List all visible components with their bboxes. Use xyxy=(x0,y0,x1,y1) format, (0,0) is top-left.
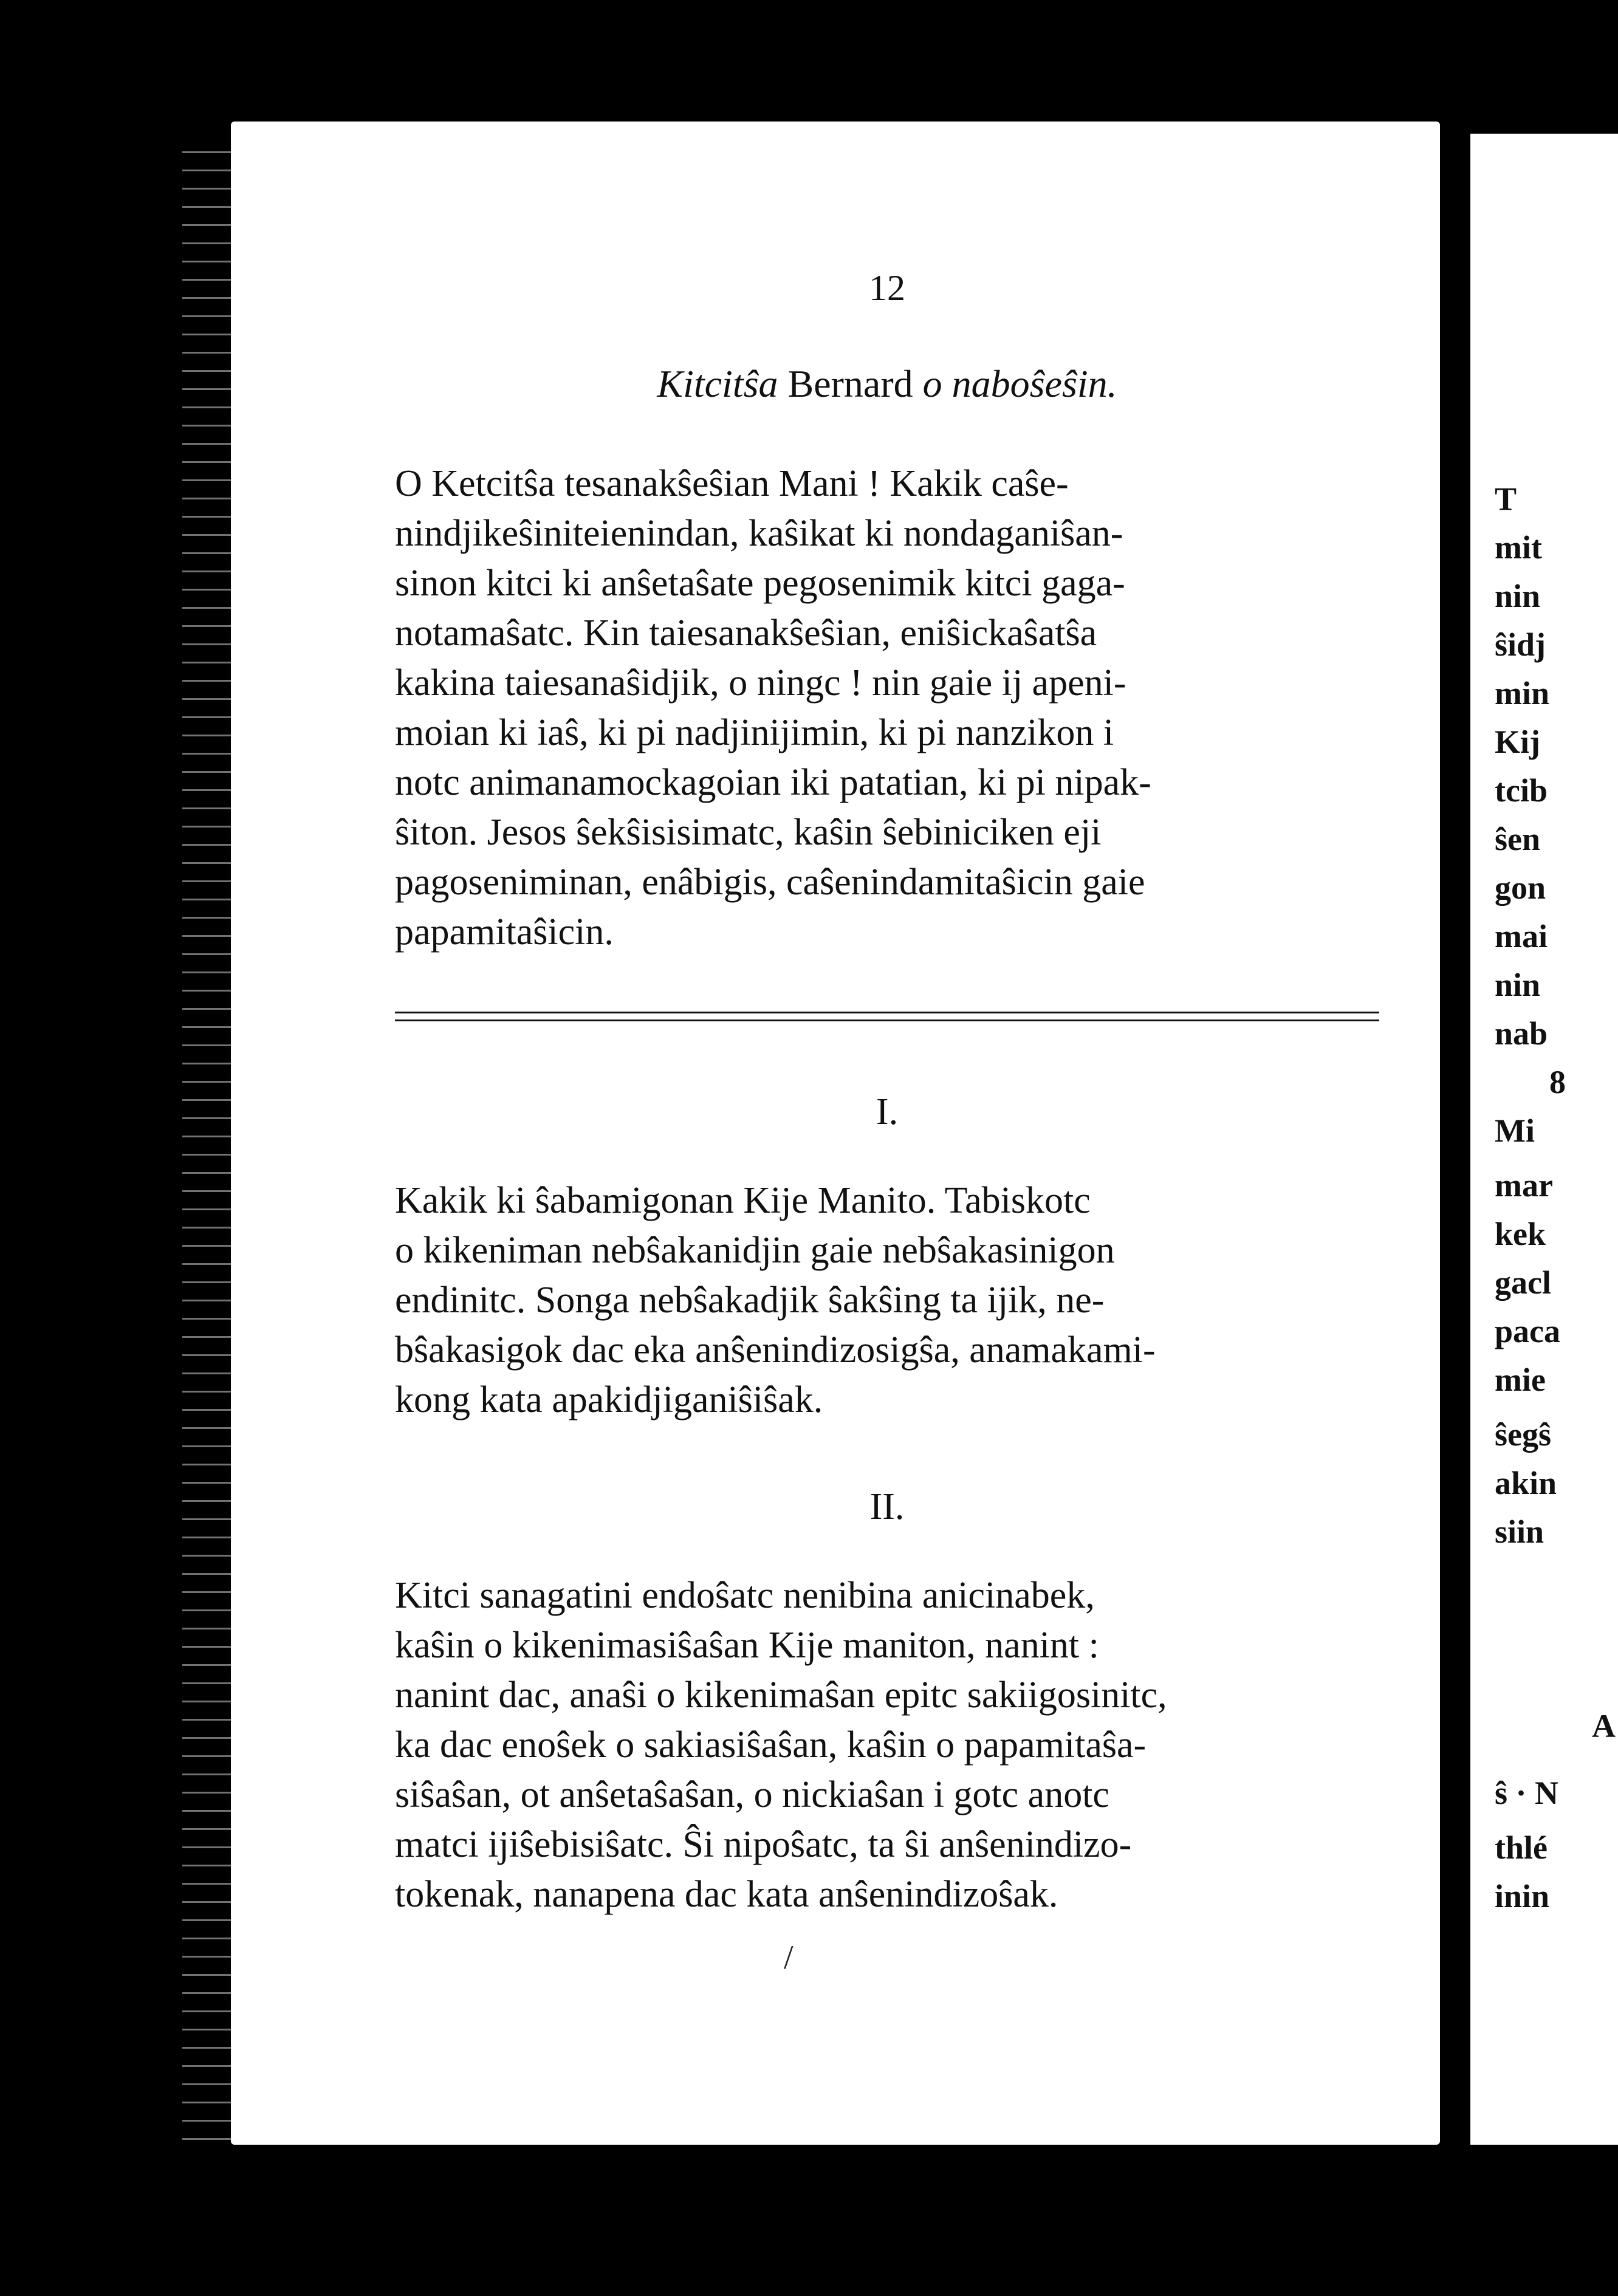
facing-fragment: ŝen xyxy=(1495,821,1541,857)
facing-fragment: Mi xyxy=(1495,1112,1535,1149)
section-i-paragraph xyxy=(395,1176,1379,1425)
facing-fragment: nin xyxy=(1495,967,1541,1003)
text-line: kaŝin o kikenimasiŝaŝan Kije maniton, nanint : xyxy=(395,1625,1099,1666)
text-line: nindjikeŝiniteienindan, kaŝikat ki nondaganiŝan- xyxy=(395,513,1123,554)
facing-fragment: mai xyxy=(1495,918,1548,954)
facing-fragment: gacl xyxy=(1495,1264,1551,1301)
page-title xyxy=(395,362,1379,406)
facing-fragment: A xyxy=(1592,1708,1616,1744)
section-ii-paragraph xyxy=(395,1571,1379,1919)
page-number: 12 xyxy=(869,268,905,308)
text-line: ka dac enoŝek o sakiasiŝaŝan, kaŝin o papamitaŝa- xyxy=(395,1724,1147,1766)
facing-fragment: gon xyxy=(1495,869,1546,906)
facing-page xyxy=(1452,134,1618,2145)
section-number-ii: II. xyxy=(869,1486,905,1527)
facing-fragment: akin xyxy=(1495,1465,1557,1501)
facing-fragment: nin xyxy=(1495,578,1541,614)
facing-fragment: mie xyxy=(1495,1362,1546,1398)
text-line: bŝakasigok dac eka anŝenindizosigŝa, anamakami- xyxy=(395,1329,1156,1371)
text-line: ŝiton. Jesos ŝekŝisisimatc, kaŝin ŝebiniciken eji xyxy=(395,812,1102,853)
title-italic-1: Kitcitŝa xyxy=(657,362,778,405)
facing-fragment: thlé xyxy=(1495,1829,1548,1866)
facing-fragment: 8 xyxy=(1549,1064,1566,1100)
title-italic-2: o naboŝeŝin. xyxy=(922,362,1117,405)
facing-fragment: Kij xyxy=(1495,724,1540,760)
page-gutter xyxy=(182,146,231,2151)
facing-fragment: siin xyxy=(1495,1513,1544,1550)
facing-fragment: inin xyxy=(1495,1878,1550,1914)
double-rule-bottom xyxy=(395,1019,1379,1021)
prayer-paragraph xyxy=(395,459,1379,957)
text-line: siŝaŝan, ot anŝetaŝaŝan, o nickiaŝan i gotc anotc xyxy=(395,1774,1109,1815)
text-line: Kakik ki ŝabamigonan Kije Manito. Tabiskotc xyxy=(395,1180,1091,1221)
facing-fragment: mit xyxy=(1495,529,1542,566)
facing-fragment: ŝ · N xyxy=(1495,1775,1559,1811)
text-line: pagoseniminan, enâbigis, caŝenindamitaŝicin gaie xyxy=(395,862,1145,903)
facing-fragment: tcib xyxy=(1495,772,1548,809)
facing-fragment: mar xyxy=(1495,1167,1553,1204)
facing-fragment: nab xyxy=(1495,1015,1548,1052)
margin-mark: / xyxy=(784,1939,794,1976)
text-line: O Ketcitŝa tesanakŝeŝian Mani ! Kakik caŝe- xyxy=(395,463,1069,504)
text-line: kong kata apakidjiganiŝiŝak. xyxy=(395,1379,823,1420)
text-line: sinon kitci ki anŝetaŝate pegosenimik kitci gaga- xyxy=(395,563,1125,604)
text-line: moian ki iaŝ, ki pi nadjinijimin, ki pi nanzikon i xyxy=(395,712,1114,753)
facing-fragment: T xyxy=(1495,481,1517,517)
text-line: endinitc. Songa nebŝakadjik ŝakŝing ta ijik, ne- xyxy=(395,1280,1105,1321)
text-line: nanint dac, anaŝi o kikenimaŝan epitc sakiigosinitc, xyxy=(395,1674,1167,1716)
text-line: tokenak, nanapena dac kata anŝenindizoŝak. xyxy=(395,1874,1058,1915)
text-line: notc animanamockagoian iki patatian, ki pi nipak- xyxy=(395,762,1151,803)
facing-fragment: kek xyxy=(1495,1216,1546,1252)
double-rule-top xyxy=(395,1012,1379,1013)
text-line: kakina taiesanaŝidjik, o ningc ! nin gaie ij apeni- xyxy=(395,662,1126,704)
section-number-i: I. xyxy=(876,1091,899,1133)
text-line: Kitci sanagatini endoŝatc nenibina anicinabek, xyxy=(395,1575,1095,1616)
text-line: notamaŝatc. Kin taiesanakŝeŝian, eniŝickaŝatŝa xyxy=(395,612,1097,654)
facing-fragment: ŝegŝ xyxy=(1495,1416,1551,1453)
text-line: papamitaŝicin. xyxy=(395,911,614,953)
facing-fragment: min xyxy=(1495,675,1550,711)
text-line: o kikeniman nebŝakanidjin gaie nebŝakasinigon xyxy=(395,1230,1115,1271)
book-page xyxy=(231,122,1440,2145)
facing-fragment: ŝidj xyxy=(1495,626,1546,663)
title-plain: Bernard xyxy=(778,362,923,405)
facing-fragment: paca xyxy=(1495,1313,1560,1349)
text-line: matci ijiŝebisiŝatc. Ŝi nipoŝatc, ta ŝi anŝenindizo- xyxy=(395,1824,1132,1865)
